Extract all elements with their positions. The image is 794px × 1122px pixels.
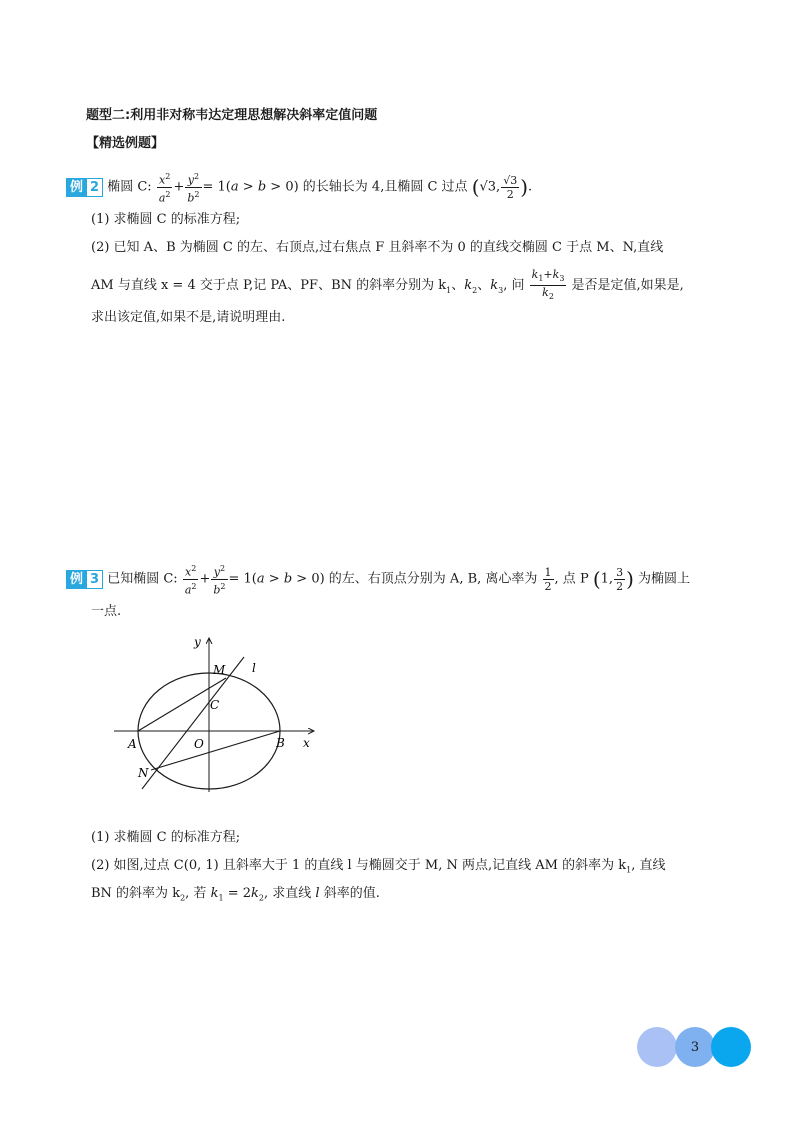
label-m: M (213, 663, 226, 677)
example-3-intro: 例 3 已知椭圆 C: $\frac{x^2}{a^2}$ + $\frac{y^2}{b^2}$ = 1(a > b > 0) 的左、右顶点分别为 A, B, 离心率为 $\frac{1}{2}$ , 点 P (1, $\frac{3}{2}$ ) 为椭圆上 (66, 562, 690, 596)
label-o: O (194, 737, 204, 751)
label-l: l (252, 661, 256, 675)
example-3-q2-line1: (2) 如图,过点 C(0, 1) 且斜率大于 1 的直线 l 与椭圆交于 M, N 两点,记直线 AM 的斜率为 $k_1$, 直线 (91, 858, 666, 875)
section-subtitle: 【精选例题】 (86, 136, 165, 151)
page-dot-right (711, 1027, 751, 1067)
example-3-intro-line2: 一点. (91, 604, 122, 619)
example-3-q1: (1) 求椭圆 C 的标准方程; (91, 830, 241, 845)
ellipse-figure (106, 632, 326, 792)
example-2-intro: 例 2 椭圆 C: $\frac{x^2}{a^2}$ + $\frac{y^2}{b^2}$ = 1(a > b > 0) 的长轴长为 4,且椭圆 C 过点 (√3, $\frac{√3}{2}$ ). (66, 170, 532, 204)
page-dot-left (637, 1027, 677, 1067)
example-2-badge: 例 2 (66, 178, 103, 197)
label-n: N (138, 766, 149, 780)
example-2-q2-line1: (2) 已知 A、B 为椭圆 C 的左、右顶点,过右焦点 F 且斜率不为 0 的直线交椭圆 C 于点 M、N,直线 (91, 240, 664, 255)
example-2-q1: (1) 求椭圆 C 的标准方程; (91, 212, 241, 227)
label-b: B (276, 736, 285, 750)
section-title: 题型二:利用非对称韦达定理思想解决斜率定值问题 (86, 108, 378, 123)
label-y: y (194, 635, 201, 649)
example-2-q2-line3: 求出该定值,如果不是,请说明理由. (91, 310, 286, 325)
page-number: 3 (675, 1027, 715, 1067)
line-bn (151, 731, 280, 770)
label-x: x (303, 736, 310, 750)
label-a: A (128, 737, 137, 751)
example-3-badge: 例 3 (66, 570, 103, 589)
example-2-q2-line2: AM 与直线 x = 4 交于点 P,记 PA、PF、BN 的斜率分别为 $k_1$、$k_2$、$k_3$, 问 $\frac{k_1+k_3}{k_2}$ 是否是定值,如果是, (91, 268, 684, 302)
example-3-q2-line2: BN 的斜率为 $k_2$, 若 $k_1 = 2k_2$, 求直线 l 斜率的值. (91, 886, 380, 903)
label-c: C (210, 698, 220, 712)
line-l (142, 657, 244, 789)
